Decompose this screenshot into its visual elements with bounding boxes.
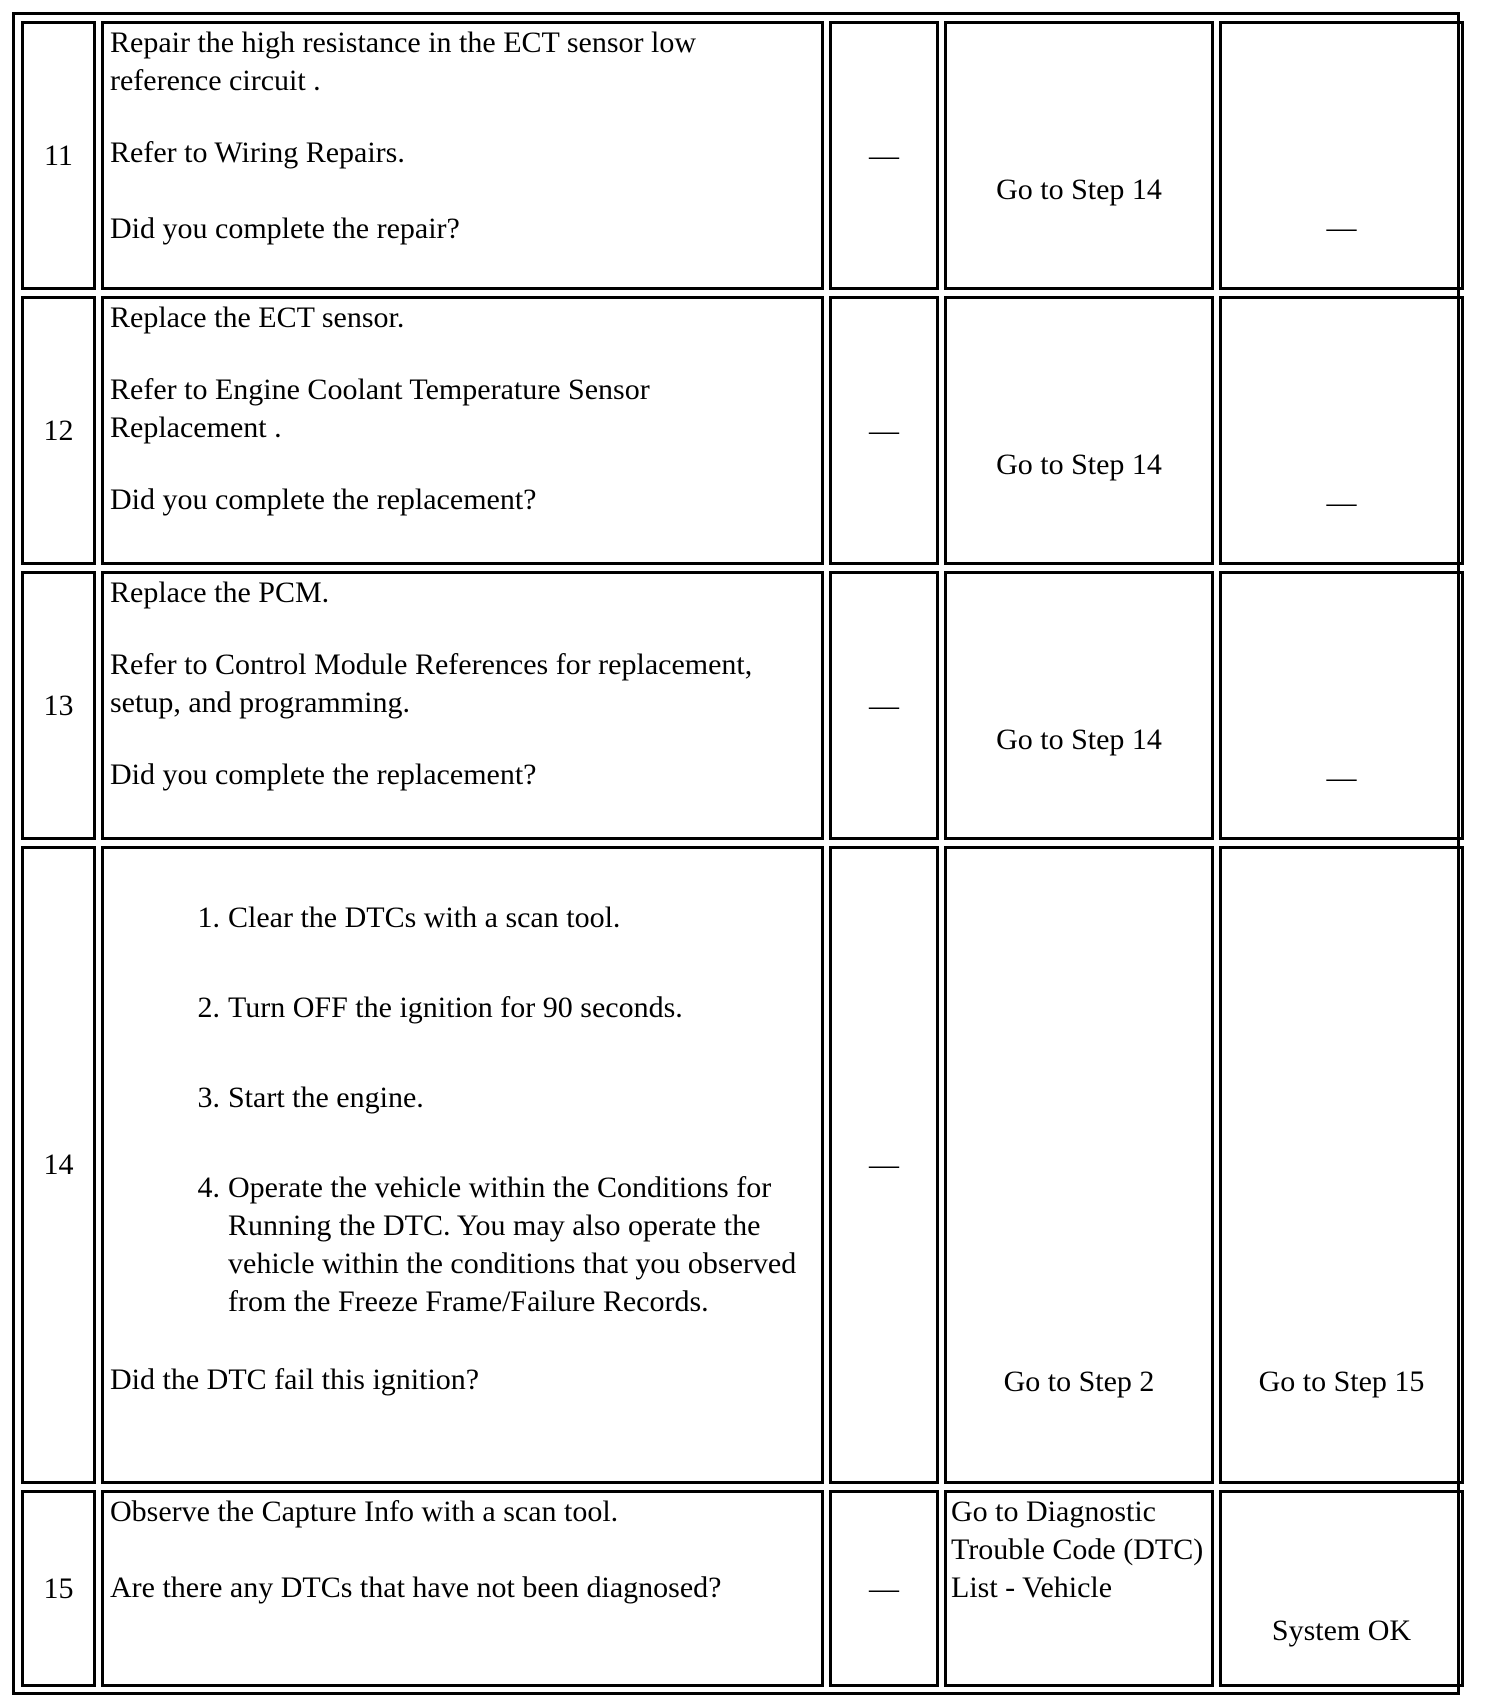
step-number-text: 11 [44,138,73,172]
step-number-text: 12 [43,413,74,447]
action-cell [101,846,824,1484]
value-text: — [869,138,899,172]
yes-cell [944,846,1214,1484]
value-cell [829,571,939,840]
no-cell [1219,296,1464,565]
no-text: — [1326,486,1357,519]
yes-text: Go to Step 14 [996,723,1162,756]
step-number-text: 13 [43,688,74,722]
list-item-text: Turn OFF the ignition for 90 seconds. [228,991,683,1024]
value-cell [829,296,939,565]
yes-cell [944,1490,1214,1687]
action-line: Refer to Control Module References for replacement, setup, and programming. [110,648,753,719]
action-cell [101,571,824,840]
step-number-text: 14 [43,1148,74,1181]
yes-cell [944,296,1214,565]
action-cell [101,296,824,565]
step-number [21,1490,96,1687]
list-item-text: Clear the DTCs with a scan tool. [228,901,621,934]
yes-text: Go to Step 2 [1003,1365,1155,1398]
action-line: Repair the high resistance in the ECT sensor low reference circuit . [110,26,696,97]
list-item [184,1079,801,1117]
action-question: Did you complete the replacement? [110,758,537,791]
action-question: Did you complete the repair? [110,212,460,245]
value-text: — [869,1148,899,1181]
list-item-text: Start the engine. [228,1081,424,1114]
action-question: Are there any DTCs that have not been diagnosed? [110,1571,722,1604]
action-line: Replace the PCM. [110,576,330,609]
list-item-number: 2. [197,991,220,1024]
step-number [21,296,96,565]
no-cell [1219,1490,1464,1687]
yes-text: Go to Diagnostic Trouble Code (DTC) List - Vehicle [951,1495,1204,1604]
action-cell [101,1490,824,1687]
action-question: Did the DTC fail this ignition? [110,1363,480,1396]
action-line: Refer to Wiring Repairs. [110,136,405,169]
no-text: System OK [1271,1614,1412,1647]
action-line: Observe the Capture Info with a scan tool. [110,1495,619,1528]
step-number [21,571,96,840]
no-cell [1219,846,1464,1484]
no-text: — [1326,761,1357,794]
action-question: Did you complete the replacement? [110,483,537,516]
action-cell [101,21,824,290]
value-text: — [869,413,899,447]
no-text: — [1326,211,1357,244]
value-text: — [869,688,899,722]
value-cell [829,1490,939,1687]
step-number-text: 15 [43,1571,74,1605]
list-item [184,989,801,1027]
diagnostic-table [12,12,1460,1695]
list-item-number: 3. [197,1081,220,1114]
step-number [21,21,96,290]
yes-cell [944,571,1214,840]
list-item [184,899,801,937]
list-item-number: 1. [197,901,220,934]
no-text: Go to Step 15 [1258,1365,1425,1398]
list-item [184,1169,801,1321]
value-cell [829,21,939,290]
action-line: Replace the ECT sensor. [110,301,405,334]
yes-text: Go to Step 14 [996,448,1162,481]
value-text: — [869,1571,899,1605]
yes-cell [944,21,1214,290]
instruction-list [184,899,801,1321]
yes-text: Go to Step 14 [996,173,1162,206]
value-cell [829,846,939,1484]
action-line: Refer to Engine Coolant Temperature Sensor Replacement . [110,373,650,444]
no-cell [1219,21,1464,290]
step-number [21,846,96,1484]
list-item-number: 4. [197,1171,220,1204]
no-cell [1219,571,1464,840]
list-item-text: Operate the vehicle within the Conditions for Running the DTC. You may also operate the vehicle within the conditions that you observed from the Freeze Frame/Failure Records. [228,1171,797,1318]
